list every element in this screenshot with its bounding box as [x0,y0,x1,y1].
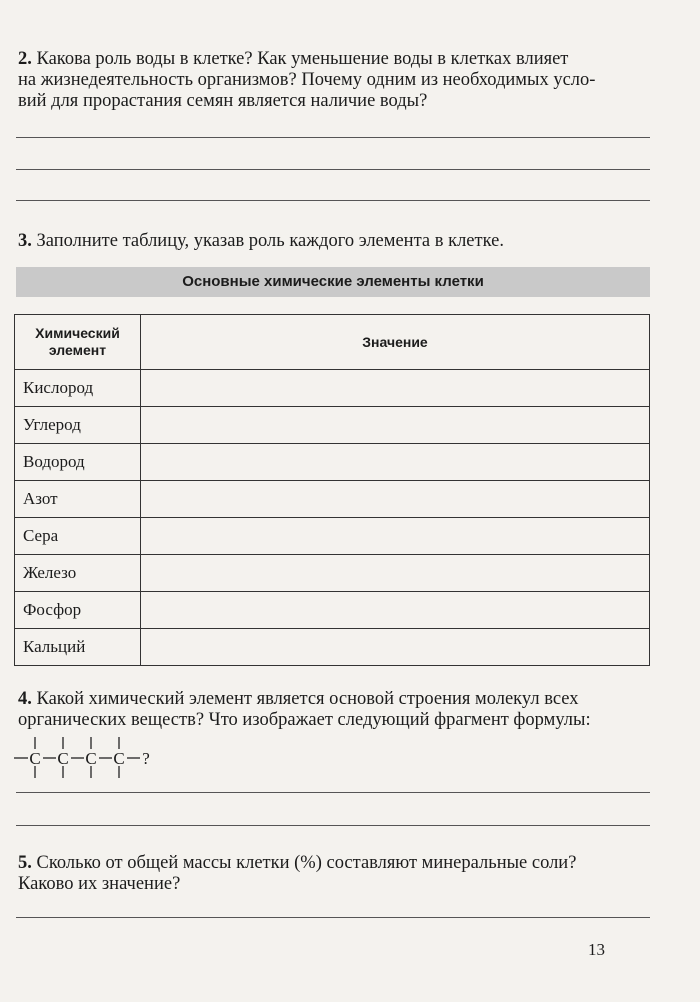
question-4 [18,689,650,731]
table-row [15,518,650,555]
table-row [15,370,650,407]
carbon-atom-label: C [113,749,125,768]
formula-question-mark: ? [142,749,150,768]
answer-line[interactable] [16,917,650,918]
answer-line[interactable] [16,137,650,138]
question-number: 5. [18,853,32,873]
answer-line[interactable] [16,200,650,201]
column-header-element: Химический элемент [15,315,141,370]
question-text-line: вий для прорастания семян является наличие воды? [18,91,428,111]
question-text-line: Сколько от общей массы клетки (%) составляют минеральные соли? [36,853,577,873]
element-name-cell: Водород [15,444,141,481]
question-text-line: Какой химический элемент является основой строения молекул всех [36,689,579,709]
carbon-chain-formula [14,735,174,779]
question-text-line: на жизнедеятельность организмов? Почему одним из необходимых усло- [18,70,596,90]
element-value-cell[interactable] [141,444,650,481]
carbon-atom-label: C [29,749,41,768]
table-row [15,444,650,481]
question-text-line: органических веществ? Что изображает следующий фрагмент формулы: [18,710,591,730]
element-value-cell[interactable] [141,592,650,629]
element-value-cell[interactable] [141,407,650,444]
question-number: 2. [18,49,32,69]
element-name-cell: Сера [15,518,141,555]
column-header-value: Значение [141,315,650,370]
question-number: 4. [18,689,32,709]
element-value-cell[interactable] [141,481,650,518]
element-name-cell: Кислород [15,370,141,407]
question-text-line: Каково их значение? [18,874,181,894]
table-header-row [15,315,650,370]
answer-line[interactable] [16,169,650,170]
table-body [15,370,650,666]
table-row [15,629,650,666]
element-value-cell[interactable] [141,555,650,592]
element-name-cell: Железо [15,555,141,592]
question-text: Заполните таблицу, указав роль каждого элемента в клетке. [36,231,504,251]
question-3 [18,231,504,252]
question-text-line: Какова роль воды в клетке? Как уменьшение воды в клетках влияет [36,49,569,69]
element-value-cell[interactable] [141,518,650,555]
carbon-atom-label: C [57,749,69,768]
element-name-cell: Азот [15,481,141,518]
table-row [15,592,650,629]
page-number: 13 [588,940,605,959]
answer-line[interactable] [16,825,650,826]
element-value-cell[interactable] [141,629,650,666]
answer-line[interactable] [16,792,650,793]
question-5 [18,853,650,895]
element-name-cell: Углерод [15,407,141,444]
question-number: 3. [18,231,32,251]
elements-table [14,314,650,666]
carbon-atom-label: C [85,749,97,768]
element-name-cell: Кальций [15,629,141,666]
element-name-cell: Фосфор [15,592,141,629]
table-row [15,481,650,518]
table-row [15,555,650,592]
table-row [15,407,650,444]
element-value-cell[interactable] [141,370,650,407]
question-2 [18,49,650,112]
table-title: Основные химические элементы клетки [16,267,650,297]
